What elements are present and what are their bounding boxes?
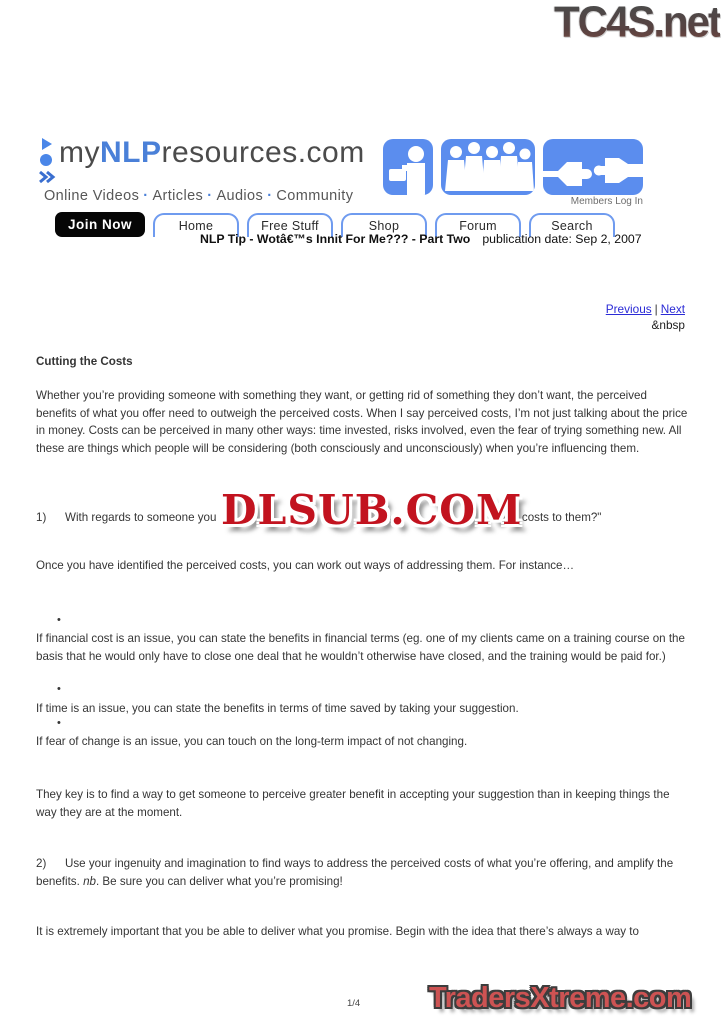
camera-person-icon[interactable]	[383, 139, 433, 195]
dot-separator-icon: ·	[267, 188, 273, 204]
pager-separator: |	[654, 302, 658, 316]
pager	[606, 301, 685, 333]
nbsp-text: &nbsp	[651, 318, 685, 332]
section-heading: Cutting the Costs	[36, 355, 133, 368]
paragraph-1: Whether you’re providing someone with something they want, or getting rid of something they don’t want, the perceived benefits of what you offer need to outweigh the perceived costs. When I say perceived costs, I’m not just talking about the price in money. Costs can be perceived in many other ways: time invested, risks involved, even the fear of trying something new. All these are things which people will be considering (both consciously and unconsciously) when you’re influencing them.	[36, 389, 688, 456]
previous-link[interactable]: Previous	[605, 302, 652, 316]
tab-home[interactable]: Home	[153, 213, 239, 237]
tagline-item: Online Videos	[44, 188, 140, 204]
page-number: 1/4	[347, 998, 361, 1009]
logo-prefix: my	[59, 136, 100, 169]
watermark-dlsub: DLSUB.COM	[221, 486, 523, 534]
tab-free-stuff[interactable]: Free Stuff	[247, 213, 333, 237]
item-1-text-right: ved costs to them?"	[500, 511, 602, 524]
tagline-item: Audios	[216, 188, 264, 204]
site-logo[interactable]	[38, 136, 365, 204]
bullet-icon: •	[57, 614, 61, 626]
logo-play-icon	[38, 138, 56, 184]
dot-separator-icon: ·	[143, 188, 149, 204]
bullet-item-time: If time is an issue, you can state the benefits in terms of time saved by taking your suggestion.	[36, 702, 519, 715]
bullet-icon: •	[57, 683, 61, 695]
item-2-text: Use your ingenuity and imagination to find ways to address the perceived costs of what you’re offering, and amplify the benefits.	[36, 857, 674, 888]
tab-forum[interactable]: Forum	[435, 213, 521, 237]
item-2-text-end: . Be sure you can deliver what you’re promising!	[95, 874, 343, 888]
bullet-icon: •	[57, 717, 61, 729]
logo-text	[59, 136, 365, 170]
publication-date: publication date: Sep 2, 2007	[482, 232, 642, 246]
dot-separator-icon: ·	[207, 188, 213, 204]
tagline-item: Articles	[152, 188, 204, 204]
join-now-button[interactable]: Join Now	[55, 212, 145, 237]
item-2-nb: nb	[83, 874, 96, 888]
bullet-item-fear: If fear of change is an issue, you can touch on the long-term impact of not changing.	[36, 735, 468, 748]
item-1-number: 1)	[36, 511, 47, 524]
watermark-tc4s: TC4S.net	[554, 0, 720, 47]
tagline-item: Community	[276, 188, 354, 204]
header-banner	[383, 139, 643, 195]
article-title-line	[200, 232, 642, 246]
item-2-number: 2)	[36, 857, 47, 870]
puzzle-hands-icon[interactable]	[543, 139, 643, 195]
bullet-item-financial: If financial cost is an issue, you can state the benefits in financial terms (eg. one of my clients came on a training course on the basis that he would only have to close one deal that he wouldn’t otherwise have closed, and the training would be paid for.)	[36, 632, 685, 663]
numbered-item-2	[36, 855, 688, 890]
paragraph-key: They key is to find a way to get someone to perceive greater benefit in accepting your suggestion than in keeping things the way they are at the moment.	[36, 788, 670, 819]
paragraph-once: Once you have identified the perceived costs, you can work out ways of addressing them. For instance…	[36, 559, 575, 572]
tab-search[interactable]: Search	[529, 213, 615, 237]
members-login-link[interactable]: Members Log In	[570, 196, 643, 207]
item-1-text-left: With regards to someone you	[65, 511, 217, 524]
next-link[interactable]: Next	[660, 302, 685, 316]
paragraph-final: It is extremely important that you be able to deliver what you promise. Begin with the idea that there’s always a way to	[36, 925, 639, 938]
watermark-tradersxtreme: TradersXtreme.com	[429, 982, 692, 1014]
community-group-icon[interactable]	[441, 139, 535, 195]
logo-highlight: NLP	[100, 136, 162, 169]
logo-suffix: resources.com	[161, 136, 365, 169]
tab-shop[interactable]: Shop	[341, 213, 427, 237]
logo-tagline	[44, 188, 365, 204]
article-title: NLP Tip - Wotâ€™s Innit For Me??? - Part Two	[200, 232, 471, 246]
